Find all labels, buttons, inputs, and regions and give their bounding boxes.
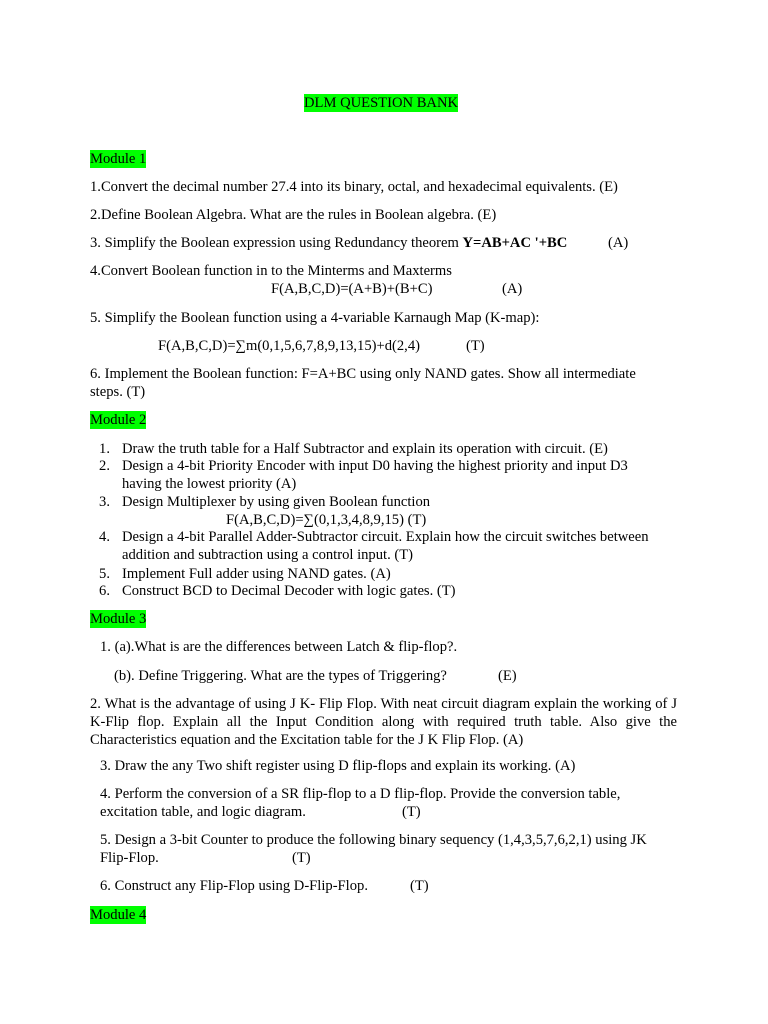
m3-q1b-tag: (E) [498,668,517,684]
m3-q4-line-2: excitation table, and logic diagram. [100,804,306,820]
m3-q5-tag: (T) [292,850,311,866]
list-item-text: Draw the truth table for a Half Subtractor and explain its operation with circuit. (E) [122,441,608,457]
m3-q4-tag: (T) [402,804,421,820]
module-4-heading: Module 4 [90,907,147,923]
m1-q3-expression: Y=AB+AC '+BC [462,235,568,251]
m1-q5-expression: F(A,B,C,D)=∑m(0,1,5,6,7,8,9,13,15)+d(2,4) [158,338,420,354]
m1-q4-expression: F(A,B,C,D)=(A+B)+(B+C) [271,281,433,297]
list-item-text: Construct BCD to Decimal Decoder with logic gates. (T) [122,583,456,599]
m3-question-3: 3. Draw the any Two shift register using D flip-flops and explain its working. (A) [100,758,576,774]
m1-q5-tag: (T) [466,338,485,354]
m1-question-1: 1.Convert the decimal number 27.4 into its binary, octal, and hexadecimal equivalents. (E) [90,179,618,195]
m3-question-5: 5. Design a 3-bit Counter to produce the following binary sequency (1,4,3,5,7,6,2,1) using JK [100,832,647,848]
module-1-heading: Module 1 [90,151,147,167]
m3-question-2: 2. What is the advantage of using J K- Flip Flop. With neat circuit diagram explain the working of J K-Flip flop. Explain all the Input Condition along with required truth table. Also give the Characteristics equation and the Excitation table for the J K Flip Flop. (A) [90,696,677,748]
list-item-text: Implement Full adder using NAND gates. (A) [122,566,391,582]
m3-question-1a: 1. (a).What is are the differences between Latch & flip-flop?. [100,639,458,655]
m3-question-6: 6. Construct any Flip-Flop using D-Flip-Flop. [100,878,368,894]
list-item-text-cont: addition and subtraction using a control input. (T) [122,547,414,563]
module-3-heading: Module 3 [90,611,147,627]
list-item-text: Design Multiplexer by using given Boolean function [122,494,431,510]
m1-question-3 [90,234,567,252]
list-item-text: Design a 4-bit Priority Encoder with input D0 having the highest priority and input D3 [122,458,628,474]
m1-question-4: 4.Convert Boolean function in to the Minterms and Maxterms [90,263,452,279]
m3-q5-line-2: Flip-Flop. [100,850,159,866]
list-number: 4. [99,529,110,545]
m1-q6-line-2: steps. (T) [90,384,146,400]
list-number: 3. [99,494,110,510]
m1-question-2: 2.Define Boolean Algebra. What are the rules in Boolean algebra. (E) [90,207,497,223]
list-number: 5. [99,566,110,582]
module-2-heading: Module 2 [90,412,147,428]
m1-q4-tag: (A) [502,281,523,297]
m1-q3-text: 3. Simplify the Boolean expression using Redundancy theorem [90,235,463,251]
list-item-expression: F(A,B,C,D)=∑(0,1,3,4,8,9,15) (T) [226,512,427,528]
list-number: 6. [99,583,110,599]
m3-q6-tag: (T) [410,878,429,894]
list-item-text-cont: having the lowest priority (A) [122,476,297,492]
page-title: DLM QUESTION BANK [304,95,459,111]
m3-question-4: 4. Perform the conversion of a SR flip-flop to a D flip-flop. Provide the conversion table, [100,786,621,802]
list-number: 1. [99,441,110,457]
list-number: 2. [99,458,110,474]
m3-question-1b: (b). Define Triggering. What are the types of Triggering? [114,668,447,684]
m1-question-5: 5. Simplify the Boolean function using a 4-variable Karnaugh Map (K-map): [90,310,540,326]
m1-q3-tag: (A) [608,235,629,251]
m1-question-6: 6. Implement the Boolean function: F=A+BC using only NAND gates. Show all intermediate [90,366,636,382]
list-item-text: Design a 4-bit Parallel Adder-Subtractor circuit. Explain how the circuit switches between [122,529,649,545]
